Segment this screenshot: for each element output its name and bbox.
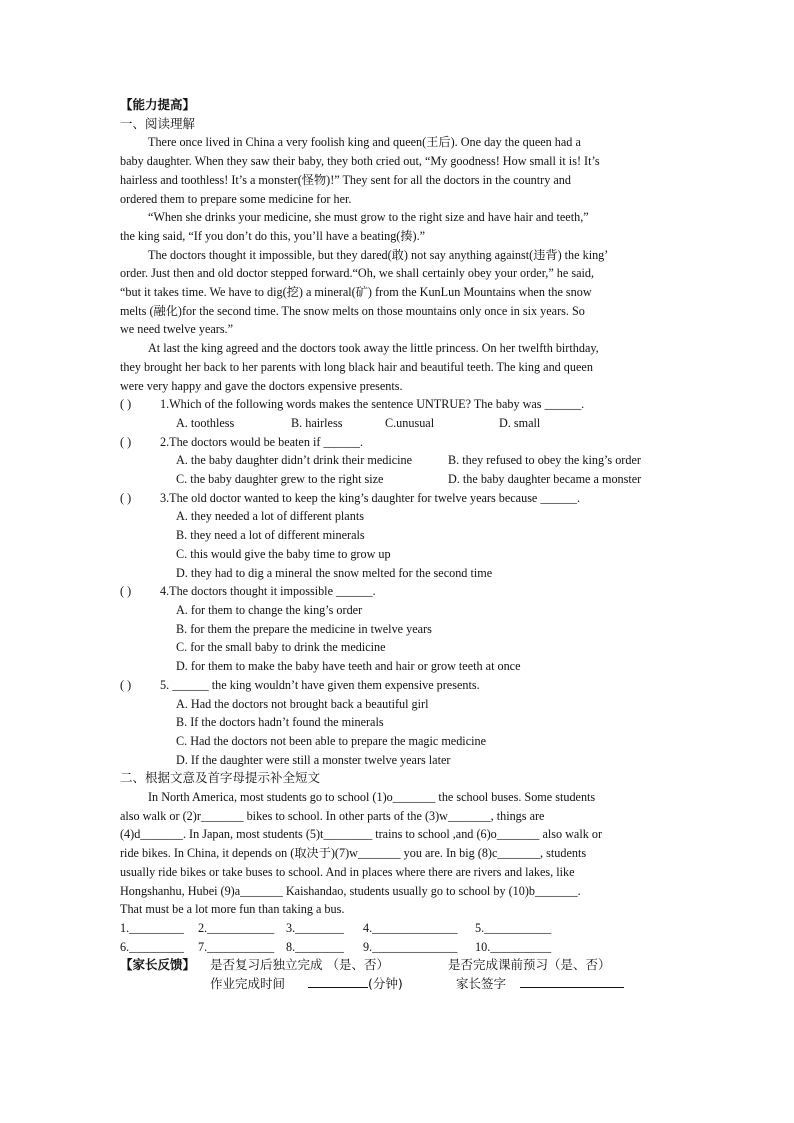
option-c[interactable]: C.unusual bbox=[385, 415, 435, 430]
answer-blank-6[interactable]: 6._________ bbox=[120, 939, 184, 954]
answer-row-2 bbox=[120, 938, 676, 957]
passage-line: ordered them to prepare some medicine for her. bbox=[120, 191, 352, 206]
option-d[interactable]: D. If the daughter were still a monster twelve years later bbox=[176, 752, 451, 767]
option-c[interactable]: C. Had the doctors not been able to prepare the magic medicine bbox=[176, 733, 486, 748]
answer-row-1 bbox=[120, 919, 676, 938]
option-c[interactable]: C. the baby daughter grew to the right size bbox=[176, 472, 384, 487]
reading-passage bbox=[120, 133, 676, 395]
answer-blank-8[interactable]: 8.________ bbox=[286, 939, 344, 954]
paragraph-3 bbox=[120, 246, 676, 340]
answer-blank-2[interactable]: 2.___________ bbox=[198, 920, 275, 935]
section-header: 【能力提高】 bbox=[120, 97, 196, 112]
option-b[interactable]: B. hairless bbox=[291, 415, 343, 430]
answer-paren[interactable]: ( ) bbox=[120, 434, 132, 449]
paragraph-2 bbox=[120, 208, 676, 245]
option-a[interactable]: A. the baby daughter didn’t drink their medicine bbox=[176, 453, 413, 468]
answer-blank-9[interactable]: 9.______________ bbox=[363, 939, 458, 954]
question-2 bbox=[120, 433, 676, 489]
cloze-line: That must be a lot more fun than taking a bus. bbox=[120, 902, 345, 917]
answer-blank-5[interactable]: 5.___________ bbox=[475, 920, 552, 935]
option-b[interactable]: B. for them the prepare the medicine in twelve years bbox=[176, 621, 432, 636]
question-stem: 4.The doctors thought it impossible ______. bbox=[160, 584, 376, 599]
option-a[interactable]: A. Had the doctors not brought back a beautiful girl bbox=[176, 696, 429, 711]
worksheet-page bbox=[120, 96, 676, 994]
question-stem: 5. ______ the king wouldn’t have given them expensive presents. bbox=[160, 677, 480, 692]
option-d[interactable]: D. the baby daughter became a monster bbox=[448, 472, 642, 487]
passage-line: they brought her back to her parents with long black hair and beautiful teeth. The king and queen bbox=[120, 359, 593, 374]
question-stem: 2.The doctors would be beaten if ______. bbox=[160, 434, 364, 449]
question-stem: 1.Which of the following words makes the sentence UNTRUE? The baby was ______. bbox=[160, 397, 585, 412]
question-4 bbox=[120, 582, 676, 676]
answer-paren[interactable]: ( ) bbox=[120, 677, 132, 692]
passage-line: melts (融化)for the second time. The snow melts on those mountains only once in six years. So bbox=[120, 303, 585, 318]
question-1 bbox=[120, 395, 676, 432]
passage-line: the king said, “If you don’t do this, you’ll have a beating(揍).” bbox=[120, 228, 426, 243]
answer-blank-4[interactable]: 4.______________ bbox=[363, 920, 458, 935]
passage-line: were very happy and gave the doctors expensive presents. bbox=[120, 378, 403, 393]
option-d[interactable]: D. they had to dig a mineral the snow melted for the second time bbox=[176, 565, 493, 580]
answer-paren[interactable]: ( ) bbox=[120, 584, 132, 599]
answer-paren[interactable]: ( ) bbox=[120, 397, 132, 412]
passage-line: “When she drinks your medicine, she must grow to the right size and have hair and teeth,” bbox=[148, 210, 589, 225]
feedback-time-label: 作业完成时间 bbox=[210, 976, 286, 992]
option-b[interactable]: B. If the doctors hadn’t found the minerals bbox=[176, 715, 384, 730]
question-3 bbox=[120, 489, 676, 583]
passage-line: baby daughter. When they saw their baby, they both cried out, “My goodness! How small it is! It’s bbox=[120, 154, 600, 169]
option-a[interactable]: A. for them to change the king’s order bbox=[176, 602, 363, 617]
time-unit: (分钟) bbox=[368, 976, 403, 992]
passage-line: order. Just then and old doctor stepped forward.“Oh, we shall certainly obey your order,” he said, bbox=[120, 266, 595, 281]
cloze-passage bbox=[120, 788, 676, 919]
cloze-line: Hongshanhu, Hubei (9)a_______ Kaishandao, students usually go to school by (10)b_______. bbox=[120, 883, 581, 898]
answer-blank-1[interactable]: 1._________ bbox=[120, 920, 184, 935]
passage-line: There once lived in China a very foolish king and queen(王后). One day the queen had a bbox=[148, 135, 581, 150]
cloze-line: ride bikes. In China, it depends on (取决于)(7)w_______ you are. In big (8)c_______, students bbox=[120, 846, 587, 861]
passage-line: At last the king agreed and the doctors took away the little princess. On her twelfth birthday, bbox=[148, 341, 599, 356]
paragraph-4 bbox=[120, 339, 676, 395]
feedback-independent-review[interactable]: 是否复习后独立完成 （是、否） bbox=[210, 957, 389, 973]
option-d[interactable]: D. small bbox=[499, 415, 541, 430]
parent-feedback bbox=[120, 956, 676, 993]
option-a[interactable]: A. they needed a lot of different plants bbox=[176, 509, 364, 524]
option-c[interactable]: C. this would give the baby time to grow up bbox=[176, 546, 391, 561]
cloze-line: also walk or (2)r_______ bikes to school. In other parts of the (3)w_______, things are bbox=[120, 808, 545, 823]
passage-line: we need twelve years.” bbox=[120, 322, 234, 337]
cloze-line: usually ride bikes or take buses to school. And in places where there are rivers and lakes, like bbox=[120, 864, 575, 879]
passage-line: The doctors thought it impossible, but they dared(敢) not say anything against(违背) the king’ bbox=[148, 247, 609, 262]
time-input-line[interactable] bbox=[308, 975, 368, 988]
passage-line: “but it takes time. We have to dig(挖) a mineral(矿) from the KunLun Mountains when the snow bbox=[120, 285, 592, 300]
paragraph-1 bbox=[120, 133, 676, 208]
part1-title: 一、阅读理解 bbox=[120, 115, 196, 131]
feedback-label: 【家长反馈】 bbox=[120, 957, 196, 973]
signature-line[interactable] bbox=[520, 975, 624, 988]
cloze-line: (4)d_______. In Japan, most students (5)t________ trains to school ,and (6)o_______ also walk or bbox=[120, 827, 603, 842]
question-5 bbox=[120, 676, 676, 770]
signature-label: 家长签字 bbox=[456, 976, 507, 992]
question-stem: 3.The old doctor wanted to keep the king’s daughter for twelve years because ______. bbox=[160, 490, 580, 505]
option-b[interactable]: B. they need a lot of different minerals bbox=[176, 528, 365, 543]
option-a[interactable]: A. toothless bbox=[176, 415, 235, 430]
cloze-line: In North America, most students go to school (1)o_______ the school buses. Some students bbox=[148, 790, 596, 805]
option-b[interactable]: B. they refused to obey the king’s order bbox=[448, 453, 641, 468]
option-c[interactable]: C. for the small baby to drink the medicine bbox=[176, 640, 386, 655]
answer-paren[interactable]: ( ) bbox=[120, 490, 132, 505]
feedback-preview-done[interactable]: 是否完成课前预习（是、否） bbox=[448, 957, 611, 973]
answer-blank-7[interactable]: 7.___________ bbox=[198, 939, 275, 954]
answer-blank-3[interactable]: 3.________ bbox=[286, 920, 344, 935]
passage-line: hairless and toothless! It’s a monster(怪物)!” They sent for all the doctors in the country and bbox=[120, 172, 571, 187]
answer-blank-10[interactable]: 10.__________ bbox=[475, 939, 552, 954]
option-d[interactable]: D. for them to make the baby have teeth and hair or grow teeth at once bbox=[176, 659, 521, 674]
part2-title: 二、根据文意及首字母提示补全短文 bbox=[120, 770, 321, 786]
